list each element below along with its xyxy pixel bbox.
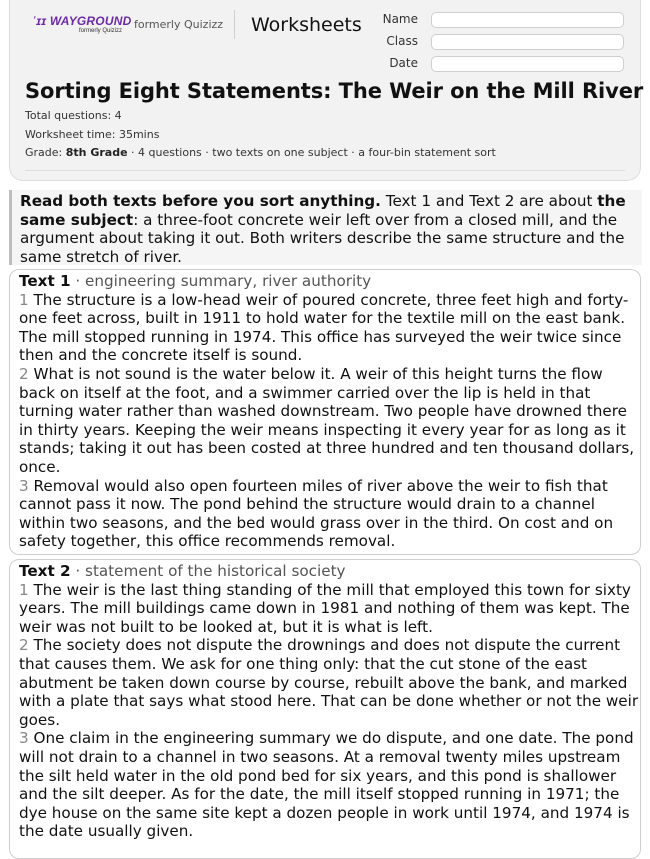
- paragraph-text: Removal would also open fourteen miles of river above the weir to fish that cannot pass it now. The pond behind the structure would drain to a channel within two seasons, and the bed would grass over in the third. On cost and on safety together, this office recommends removal.: [19, 476, 614, 551]
- date-field-label: Date: [389, 56, 418, 70]
- paragraph-number: 3: [19, 476, 29, 495]
- paragraph-number: 1: [19, 580, 29, 599]
- text-1-heading: [19, 272, 640, 291]
- worksheets-label: Worksheets: [251, 14, 362, 36]
- text-2-paragraph-1: [19, 581, 640, 637]
- formerly-label: formerly Quizizz: [134, 18, 224, 31]
- header-rule: [25, 170, 625, 171]
- paragraph-text: The society does not dispute the drownings and does not dispute the current that causes them. We ask for one thing only: that the cut stone of the east abutment be taken down course by course, rebuilt above the bank, and marked with a plate that says what stood here. That can be done whether or not the weir goes.: [19, 636, 639, 729]
- name-field[interactable]: [431, 12, 624, 28]
- worksheet-header: [9, 0, 644, 181]
- grade-prefix: Grade:: [25, 146, 66, 159]
- text-1-paragraph-1: [19, 291, 640, 365]
- paragraph-text: The weir is the last thing standing of the mill that employed this town for sixty years. The mill buildings came down in 1981 and nothing of them was kept. The weir was not built to be looked at, but it is what is left.: [19, 580, 631, 636]
- wayground-logo: [32, 14, 132, 35]
- page-title: Sorting Eight Statements: The Weir on the Mill River: [25, 79, 644, 103]
- paragraph-text: One claim in the engineering summary we do dispute, and one date. The pond will not drain to a channel in two seasons. At a removal twenty miles upstream the silt held water in the old pond bed for six years, and this pond is shallower and the silt deeper. As for the date, the mill itself stopped running in 1971; the dye house on the same site kept a dozen people in work until 1974, and 1974 is the date usually given.: [19, 729, 634, 841]
- text-2-paragraph-3: [19, 729, 640, 841]
- class-field-label: Class: [386, 34, 418, 48]
- instructions-callout: [9, 190, 642, 265]
- text-1-paragraph-2: [19, 365, 640, 477]
- text-1-card: [9, 269, 641, 555]
- logo-mark-icon: ᾿ɪɪ: [32, 14, 50, 28]
- text-1-source: · engineering summary, river authority: [70, 272, 372, 290]
- text-1-paragraph-3: [19, 477, 640, 551]
- text-2-paragraph-2: [19, 636, 640, 729]
- instructions-part1: Text 1 and Text 2 are about: [380, 192, 598, 210]
- paragraph-text: What is not sound is the water below it. A weir of this height turns the flow back on itself at the foot, and a swimmer carried over the lip is held in that turning water rather than washed downstream. Two people have drowned there in thirty years. Keeping the weir means inspecting it every year for as long as it stands; taking it out has been costed at three hundred and ten thousand dollars, once.: [19, 364, 635, 476]
- text-1-label: Text 1: [19, 272, 71, 290]
- instructions-lead: Read both texts before you sort anything.: [20, 192, 381, 210]
- instructions-part2: : a three-foot concrete weir left over from a closed mill, and the argument about taking it out. Both writers describe the same structure and the same stretch of river.: [20, 210, 625, 266]
- text-2-label: Text 2: [19, 562, 71, 580]
- date-field[interactable]: [431, 56, 624, 72]
- text-2-card: [9, 559, 641, 859]
- logo-wordmark: ᾿ɪɪ WAYGROUND: [32, 14, 132, 28]
- text-2-heading: [19, 562, 640, 581]
- grade-line: [25, 146, 496, 159]
- grade-suffix: · 4 questions · two texts on one subject · a four-bin statement sort: [127, 146, 496, 159]
- paragraph-text: The structure is a low-head weir of poured concrete, three feet high and forty-one feet across, built in 1911 to hold water for the textile mill on the east bank. The mill stopped running in 1974. This office has surveyed the weir twice since then and the concrete itself is sound.: [19, 290, 629, 365]
- paragraph-number: 2: [19, 364, 29, 383]
- paragraph-number: 1: [19, 290, 29, 309]
- grade-value: 8th Grade: [65, 146, 128, 159]
- header-divider: [234, 10, 235, 39]
- class-field[interactable]: [431, 34, 624, 50]
- text-2-source: · statement of the historical society: [70, 562, 346, 580]
- paragraph-number: 3: [19, 729, 29, 748]
- instructions-subject: the same subject: [20, 192, 626, 229]
- logo-subtext: formerly Quizizz: [78, 28, 122, 34]
- worksheet-time: Worksheet time: 35mins: [25, 128, 160, 141]
- name-field-label: Name: [382, 12, 418, 26]
- paragraph-number: 2: [19, 636, 29, 655]
- total-questions: Total questions: 4: [25, 109, 122, 122]
